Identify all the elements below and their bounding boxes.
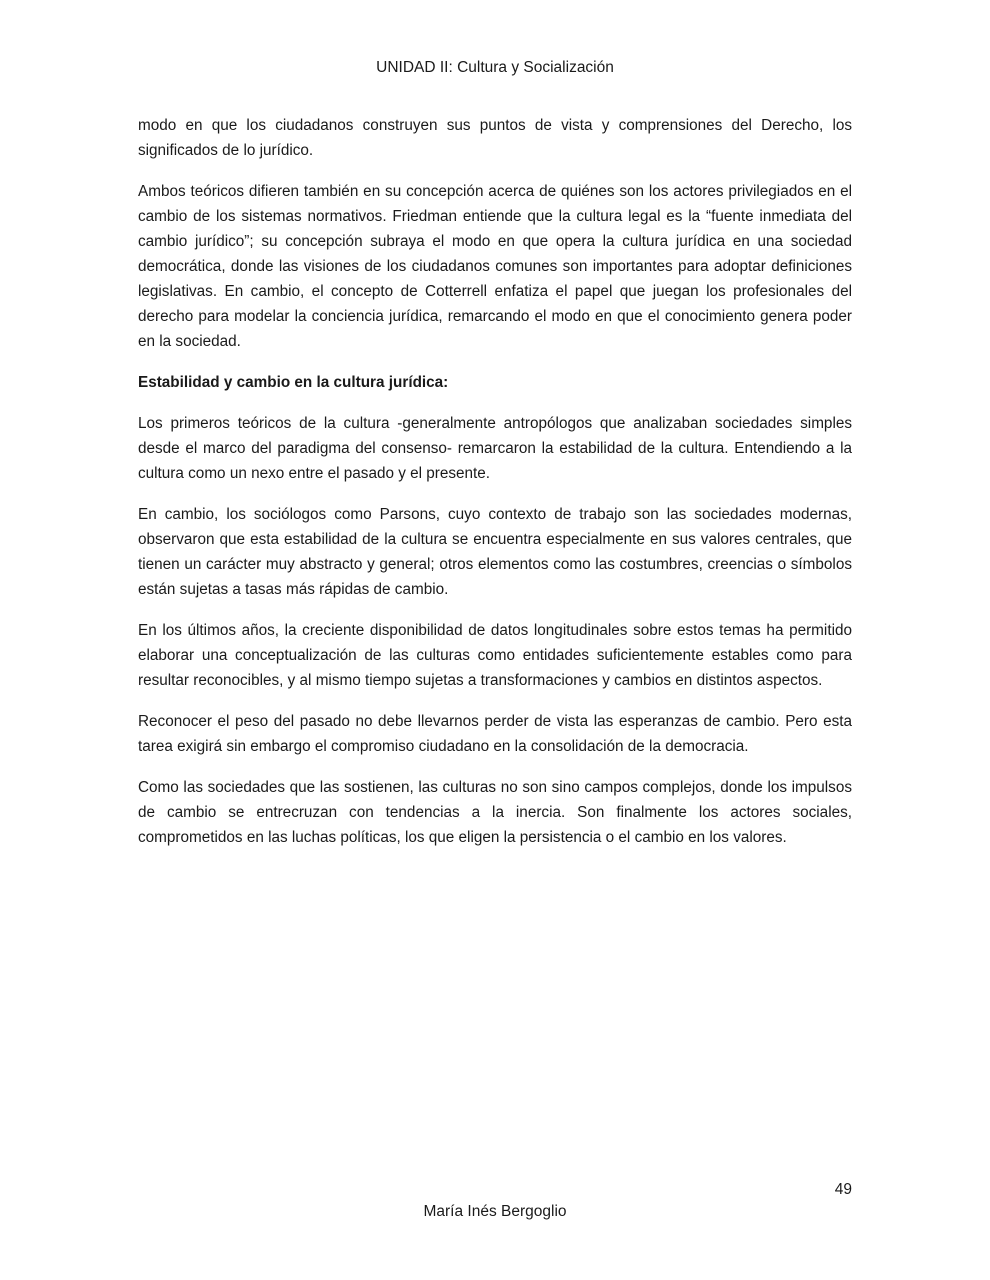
page-footer-author: María Inés Bergoglio [423, 1203, 567, 1220]
paragraph: Ambos teóricos difieren también en su concepción acerca de quiénes son los actores privilegiados en el cambio de los sistemas normativos. Friedman entiende que la cultura legal es la “fuente inmediata del cambio jurídico”; su concepción subraya el modo en que opera la cultura jurídica en una sociedad democrática, donde las visiones de los ciudadanos comunes son importantes para adoptar definiciones legislativas. En cambio, el concepto de Cotterrell enfatiza el papel que juegan los profesionales del derecho para modelar la conciencia jurídica, remarcando el modo en que el conocimiento genera poder en la sociedad. [138, 183, 852, 350]
paragraph: Reconocer el peso del pasado no debe llevarnos perder de vista las esperanzas de cambio. Pero esta tarea exigirá sin embargo el compromiso ciudadano en la consolidación de la democracia. [138, 713, 852, 755]
section-heading: Estabilidad y cambio en la cultura jurídica: [138, 374, 449, 391]
paragraph: En cambio, los sociólogos como Parsons, cuyo contexto de trabajo son las sociedades modernas, observaron que esta estabilidad de la cultura se encuentra especialmente en sus valores centrales, que tienen un carácter muy abstracto y general; otros elementos como las costumbres, creencias o símbolos están sujetas a tasas más rápidas de cambio. [138, 506, 852, 598]
page-number: 49 [834, 1181, 852, 1198]
page-header: UNIDAD II: Cultura y Socialización [376, 59, 614, 76]
paragraph: modo en que los ciudadanos construyen sus puntos de vista y comprensiones del Derecho, los significados de lo jurídico. [138, 117, 852, 159]
document-body [138, 113, 852, 866]
paragraph: Los primeros teóricos de la cultura -generalmente antropólogos que analizaban sociedades simples desde el marco del paradigma del consenso- remarcaron la estabilidad de la cultura. Entendiendo a la cultura como un nexo entre el pasado y el presente. [138, 415, 852, 482]
paragraph: Como las sociedades que las sostienen, las culturas no son sino campos complejos, donde los impulsos de cambio se entrecruzan con tendencias a la inercia. Son finalmente los actores sociales, comprometidos en las luchas políticas, los que eligen la persistencia o el cambio en los valores. [138, 779, 852, 846]
paragraph: En los últimos años, la creciente disponibilidad de datos longitudinales sobre estos temas ha permitido elaborar una conceptualización de las culturas como entidades suficientemente estables como para resultar reconocibles, y al mismo tiempo sujetas a transformaciones y cambios en distintos aspectos. [138, 622, 852, 689]
